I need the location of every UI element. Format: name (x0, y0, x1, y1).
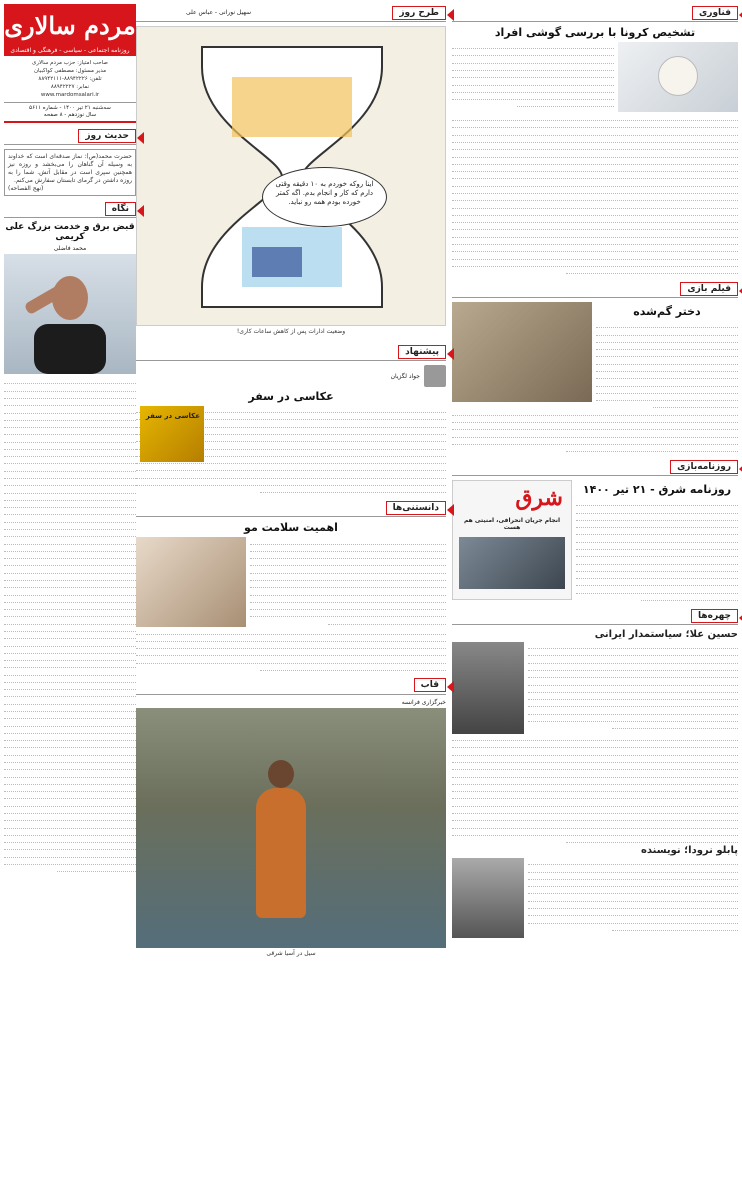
text-line (452, 71, 614, 78)
text-line (260, 486, 446, 493)
text-line (576, 557, 738, 564)
text-line (576, 506, 738, 513)
hossein-ala-portrait (452, 642, 524, 734)
cartoon-section (136, 4, 446, 335)
film-body (596, 321, 738, 408)
text-line (576, 528, 738, 535)
text-line (528, 657, 738, 664)
text-line (528, 671, 738, 678)
text-line (4, 858, 136, 865)
text-line (4, 472, 136, 479)
author-photo (424, 365, 446, 387)
text-line (452, 187, 738, 194)
daneshi-section (136, 499, 446, 671)
text-line (596, 372, 738, 379)
cartoon-image (136, 26, 446, 326)
text-line (250, 603, 446, 610)
negah-body (4, 377, 136, 872)
text-line (4, 807, 136, 814)
text-line (596, 328, 738, 335)
text-line (576, 565, 738, 572)
date-bar (4, 103, 136, 123)
text-line (452, 121, 738, 128)
film-body-continued (452, 408, 738, 452)
pishnahad-title: عکاسی در سفر (248, 390, 334, 403)
film-section (452, 280, 738, 452)
text-line (4, 537, 136, 544)
text-line (452, 260, 738, 267)
text-line (596, 365, 738, 372)
text-line (4, 850, 136, 857)
text-line (528, 708, 738, 715)
text-line (452, 129, 738, 136)
text-line (452, 150, 738, 157)
text-line (250, 545, 446, 552)
text-line (452, 223, 738, 230)
text-line (4, 829, 136, 836)
text-line (612, 722, 738, 729)
text-line (4, 508, 136, 515)
text-line (4, 516, 136, 523)
hadith-source: (نهج الفصاحه) (8, 185, 44, 192)
text-line (596, 336, 738, 343)
text-line (528, 649, 738, 656)
pishnahad-tag: پیشنهاد (398, 345, 446, 359)
right-column (452, 4, 738, 938)
middle-column (136, 4, 446, 957)
rooznamebazi-title: روزنامه شرق - ۲۱ تیر ۱۴۰۰ (582, 483, 732, 497)
text-line (528, 700, 738, 707)
text-line (452, 57, 614, 64)
text-line (452, 785, 738, 792)
ghab-photographer: خبرگزاری فرانسه (401, 698, 446, 706)
text-line (4, 486, 136, 493)
info-manager: مدیر مسئول: مصطفی کواکبیان (33, 68, 107, 74)
text-line (136, 479, 446, 486)
text-line (4, 654, 136, 661)
text-line (452, 770, 738, 777)
text-line (4, 435, 136, 442)
text-line (4, 625, 136, 632)
negah-tag: نگاه (105, 202, 136, 216)
text-line (4, 588, 136, 595)
text-line (452, 165, 738, 172)
tech-header (452, 4, 738, 22)
text-line (260, 664, 446, 671)
pishnahad-author: جواد لگزیان (390, 372, 420, 380)
text-line (136, 642, 446, 649)
tech-title: تشخیص کرونا با بررسی گوشی افراد (494, 26, 696, 39)
text-line (4, 559, 136, 566)
rooznamebazi-body (576, 499, 738, 601)
text-line (4, 414, 136, 421)
text-line (4, 639, 136, 646)
text-line (4, 749, 136, 756)
text-line (452, 408, 738, 415)
text-line (250, 610, 446, 617)
year-line: سال نوزدهم - ۸ صفحه (43, 112, 97, 118)
text-line (528, 916, 738, 923)
text-line (4, 778, 136, 785)
text-line (452, 136, 738, 143)
text-line (4, 443, 136, 450)
rooznamebazi-tag: روزنامه‌بازی (670, 460, 738, 474)
daneshi-body (250, 537, 446, 627)
text-line (4, 465, 136, 472)
text-line (452, 800, 738, 807)
text-line (4, 399, 136, 406)
info-phone: تلفن: ۸۸۹۴۲۲۲۶-۸۸۹۴۲۱۱۱ (38, 76, 102, 82)
text-line (4, 617, 136, 624)
text-line (4, 567, 136, 574)
hadith-box (4, 149, 136, 196)
pablo-neruda-portrait (452, 858, 524, 938)
text-line (576, 586, 738, 593)
text-line (4, 821, 136, 828)
text-line (452, 49, 614, 56)
info-website[interactable]: www.mardomsalari.ir (40, 92, 100, 98)
text-line (452, 763, 738, 770)
text-line (136, 472, 446, 479)
text-line (136, 649, 446, 656)
cartoon-author: سهیل نورانی - عباس علی (186, 9, 252, 16)
daneshi-header (136, 499, 446, 517)
text-line (576, 521, 738, 528)
chehreha-title-1: حسین علا؛ سیاستمدار ایرانی (594, 629, 738, 640)
rooznamebazi-section (452, 458, 738, 601)
text-line (452, 829, 738, 836)
chehreha-body-1 (528, 642, 738, 734)
text-line (57, 865, 136, 872)
text-line (452, 209, 738, 216)
text-line (4, 705, 136, 712)
text-line (452, 194, 738, 201)
text-line (528, 664, 738, 671)
text-line (4, 581, 136, 588)
text-line (452, 42, 614, 49)
masthead (4, 4, 136, 56)
hadith-section (4, 127, 136, 196)
text-line (4, 800, 136, 807)
text-line (4, 632, 136, 639)
ali-karimi-photo (4, 254, 136, 374)
text-line (596, 321, 738, 328)
text-line (250, 567, 446, 574)
text-line (576, 535, 738, 542)
text-line (452, 756, 738, 763)
text-line (4, 690, 136, 697)
pishnahad-header (136, 343, 446, 361)
text-line (4, 479, 136, 486)
shargh-headline: انجام جریان انحرافی، امنیتی هم هست (463, 517, 561, 532)
text-line (452, 143, 738, 150)
text-line (4, 792, 136, 799)
cartoon-speech-bubble: اینا روکه خوردم به ۱۰ دقیقه وقتی دارم که کار و انجام بدم. اگه کمتر خورده بودم همه رو نباید. (262, 167, 387, 227)
text-line (528, 902, 738, 909)
text-line (136, 627, 446, 634)
text-line (452, 430, 738, 437)
film-header (452, 280, 738, 298)
text-line (4, 406, 136, 413)
text-line (576, 543, 738, 550)
text-line (528, 858, 738, 865)
film-tag: فیلم بازی (680, 282, 738, 296)
masthead-info (4, 56, 136, 103)
text-line (452, 201, 738, 208)
tech-tag: فناوری (692, 6, 738, 20)
text-line (452, 792, 738, 799)
text-line (596, 343, 738, 350)
text-line (653, 401, 738, 408)
text-line (4, 785, 136, 792)
text-line (4, 428, 136, 435)
text-line (452, 734, 738, 741)
text-line (566, 445, 738, 452)
text-line (528, 686, 738, 693)
cartoon-tag: طرح روز (392, 6, 446, 20)
text-line (596, 394, 738, 401)
text-line (250, 596, 446, 603)
text-line (452, 741, 738, 748)
text-line (528, 880, 738, 887)
text-line (250, 588, 446, 595)
tech-section (452, 4, 738, 274)
text-line (452, 778, 738, 785)
text-line (528, 873, 738, 880)
text-line (452, 252, 738, 259)
text-line (136, 635, 446, 642)
chehreha-body-2 (528, 858, 738, 938)
text-line (4, 741, 136, 748)
text-line (328, 617, 446, 624)
text-line (4, 610, 136, 617)
text-line (4, 698, 136, 705)
film-title: دختر گم‌شده (633, 305, 701, 319)
pishnahad-author-chip (136, 365, 446, 387)
chehreha-section (452, 607, 738, 938)
ghab-header (136, 677, 446, 695)
text-line (4, 661, 136, 668)
cartoon-header (136, 4, 446, 22)
text-line (566, 267, 738, 274)
text-line (4, 727, 136, 734)
tech-intro (452, 42, 614, 112)
text-line (4, 683, 136, 690)
ghab-section (136, 677, 446, 957)
text-line (528, 865, 738, 872)
text-line (250, 537, 446, 544)
text-line (4, 712, 136, 719)
shargh-front-page (452, 480, 572, 600)
text-line (4, 494, 136, 501)
flood-photo (136, 708, 446, 948)
hadith-text: حضرت محمد(ص): نماز صدقه‌ای است که خداوند به وسیله آن گناهان را می‌بخشد و روزه نیز همچنین سپری است در مقابل آتش. شما را به روزه داشتن در گرمای تابستان سفارش می‌کنم. (8, 153, 132, 184)
text-line (4, 530, 136, 537)
tech-photo (618, 42, 738, 112)
text-line (250, 574, 446, 581)
text-line (4, 596, 136, 603)
text-line (452, 231, 738, 238)
text-line (4, 501, 136, 508)
text-line (452, 438, 738, 445)
book-cover (140, 406, 204, 462)
text-line (452, 416, 738, 423)
negah-title: قبض برق و خدمت بزرگ علی کریمی (5, 222, 135, 243)
text-line (136, 464, 446, 471)
masthead-tagline: روزنامه اجتماعی - سیاسی - فرهنگی و اقتصادی (10, 47, 130, 54)
text-line (250, 559, 446, 566)
child-figure (256, 788, 306, 918)
ghab-caption: سیل در آسیا شرقی (266, 949, 316, 957)
text-line (452, 172, 738, 179)
text-line (4, 457, 136, 464)
text-line (452, 78, 614, 85)
shargh-logo: شرق (515, 485, 563, 512)
text-line (4, 676, 136, 683)
text-line (528, 895, 738, 902)
text-line (4, 384, 136, 391)
daneshi-tag: دانستنی‌ها (386, 501, 446, 515)
text-line (4, 421, 136, 428)
text-line (4, 603, 136, 610)
text-line (4, 377, 136, 384)
text-line (576, 579, 738, 586)
text-line (4, 668, 136, 675)
text-line (250, 552, 446, 559)
text-line (596, 358, 738, 365)
text-line (4, 523, 136, 530)
text-line (576, 572, 738, 579)
chehreha-tag: چهره‌ها (691, 609, 738, 623)
text-line (452, 93, 614, 100)
info-owner: صاحب امتیاز: حزب مردم سالاری (32, 60, 108, 66)
text-line (4, 734, 136, 741)
text-line (4, 719, 136, 726)
text-line (528, 909, 738, 916)
text-line (528, 887, 738, 894)
text-line (452, 814, 738, 821)
date-line: سه‌شنبه ۲۱ تیر ۱۴۰۰ - شماره ۵۶۱۱ (29, 105, 111, 111)
text-line (4, 552, 136, 559)
text-line (452, 158, 738, 165)
text-line (452, 821, 738, 828)
text-line (4, 814, 136, 821)
text-line (528, 693, 738, 700)
chehreha-header (452, 607, 738, 625)
tech-body (452, 114, 738, 274)
text-line (452, 807, 738, 814)
text-line (528, 715, 738, 722)
text-line (4, 392, 136, 399)
negah-section (4, 200, 136, 872)
daneshi-body-continued (136, 627, 446, 671)
book-cover-title: عکاسی در سفر (145, 412, 200, 420)
text-line (4, 756, 136, 763)
text-line (528, 642, 738, 649)
text-line (517, 100, 614, 107)
text-line (452, 216, 738, 223)
daneshi-title: اهمیت سلامت مو (244, 521, 338, 535)
text-line (576, 550, 738, 557)
text-line (612, 924, 738, 931)
text-line (4, 545, 136, 552)
text-line (452, 749, 738, 756)
hadith-tag: حدیث روز (78, 129, 136, 143)
text-line (596, 350, 738, 357)
text-line (4, 843, 136, 850)
text-line (452, 86, 614, 93)
text-line (576, 514, 738, 521)
text-line (576, 499, 738, 506)
text-line (4, 836, 136, 843)
text-line (4, 763, 136, 770)
cartoon-caption: وضعیت ادارات پس از کاهش ساعات کاری! (236, 328, 346, 335)
text-line (452, 114, 738, 121)
text-line (452, 245, 738, 252)
text-line (4, 450, 136, 457)
rooznamebazi-header (452, 458, 738, 476)
text-line (452, 64, 614, 71)
film-still (452, 302, 592, 402)
text-line (136, 657, 446, 664)
chehreha-body-1-continued (452, 734, 738, 843)
masthead-logo: مردم سالاری (4, 11, 136, 40)
text-line (596, 379, 738, 386)
negah-author: محمد فاضلی (53, 245, 87, 253)
text-line (641, 594, 738, 601)
text-line (528, 678, 738, 685)
left-column (4, 4, 136, 872)
chehreha-title-2: پابلو نرودا؛ نویسنده (640, 845, 738, 857)
negah-header (4, 200, 136, 218)
ghab-tag: قاب (414, 678, 446, 692)
text-line (4, 574, 136, 581)
text-line (250, 581, 446, 588)
pishnahad-section (136, 343, 446, 493)
text-line (4, 770, 136, 777)
text-line (452, 238, 738, 245)
text-line (566, 836, 738, 843)
text-line (452, 423, 738, 430)
hair-photo (136, 537, 246, 627)
text-line (452, 180, 738, 187)
hadith-header (4, 127, 136, 145)
text-line (4, 647, 136, 654)
info-fax: نمابر: ۸۸۹۴۲۲۲۷ (50, 84, 90, 90)
text-line (596, 387, 738, 394)
